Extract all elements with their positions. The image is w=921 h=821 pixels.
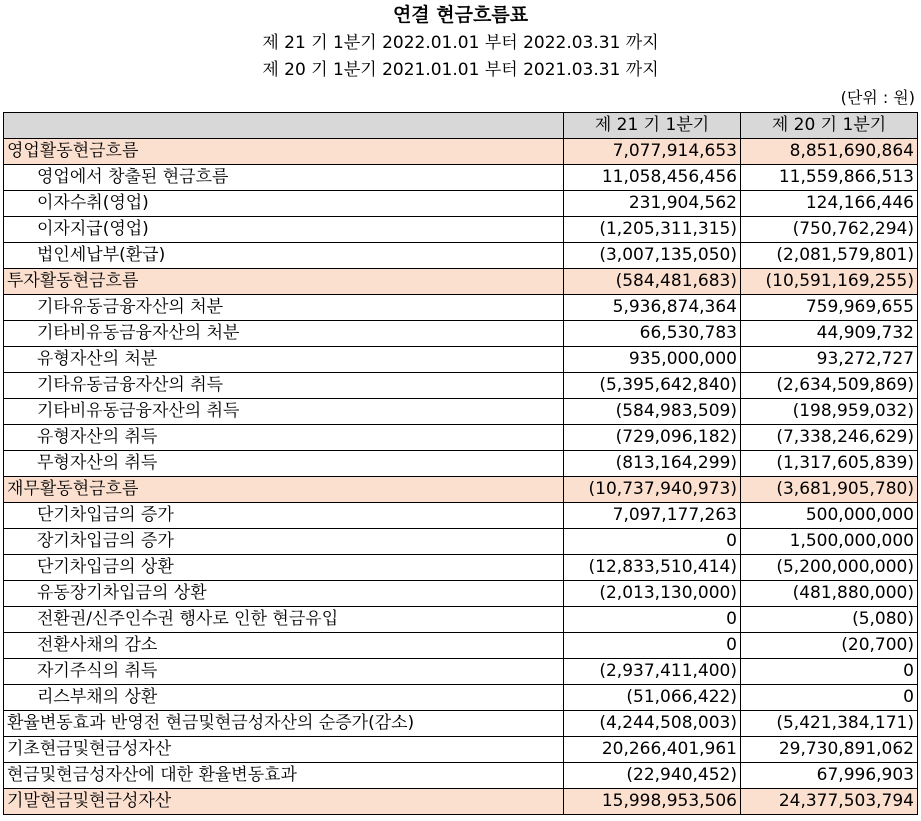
table-row [4, 295, 918, 321]
value-current: (12,833,510,414) [564, 555, 741, 581]
value-prior: 500,000,000 [741, 503, 918, 529]
row-label: 유형자산의 취득 [4, 425, 564, 451]
row-label: 자기주식의 취득 [4, 659, 564, 685]
period-prior: 제 20 기 1분기 2021.01.01 부터 2021.03.31 까지 [262, 60, 659, 80]
value-current: (584,481,683) [564, 269, 741, 295]
column-header-current: 제 21 기 1분기 [564, 113, 741, 139]
value-current: (584,983,509) [564, 399, 741, 425]
table-row [4, 633, 918, 659]
section-row [4, 477, 918, 503]
value-prior: 8,851,690,864 [741, 139, 918, 165]
row-label: 현금및현금성자산에 대한 환율변동효과 [4, 763, 564, 789]
table-row [4, 451, 918, 477]
statement-title: 연결 현금흐름표 [392, 4, 529, 26]
value-current: (2,937,411,400) [564, 659, 741, 685]
row-label: 투자활동현금흐름 [4, 269, 564, 295]
table-row [4, 347, 918, 373]
table-row [4, 659, 918, 685]
period-current: 제 21 기 1분기 2022.01.01 부터 2022.03.31 까지 [262, 33, 659, 53]
row-label: 영업활동현금흐름 [4, 139, 564, 165]
value-prior: (1,317,605,839) [741, 451, 918, 477]
table-row [4, 763, 918, 789]
value-prior: (2,634,509,869) [741, 373, 918, 399]
row-label: 무형자산의 취득 [4, 451, 564, 477]
value-current: 935,000,000 [564, 347, 741, 373]
value-current: 20,266,401,961 [564, 737, 741, 763]
value-current: 11,058,456,456 [564, 165, 741, 191]
value-current: (729,096,182) [564, 425, 741, 451]
table-row [4, 685, 918, 711]
row-label: 기초현금및현금성자산 [4, 737, 564, 763]
value-prior: (5,200,000,000) [741, 555, 918, 581]
table-row [4, 425, 918, 451]
row-label: 유형자산의 처분 [4, 347, 564, 373]
table-row [4, 607, 918, 633]
value-prior: 93,272,727 [741, 347, 918, 373]
row-label: 리스부채의 상환 [4, 685, 564, 711]
value-prior: (3,681,905,780) [741, 477, 918, 503]
row-label: 기말현금및현금성자산 [4, 789, 564, 815]
row-label: 환율변동효과 반영전 현금및현금성자산의 순증가(감소) [4, 711, 564, 737]
table-row [4, 555, 918, 581]
value-prior: (10,591,169,255) [741, 269, 918, 295]
column-header-item [4, 113, 564, 139]
value-current: 7,097,177,263 [564, 503, 741, 529]
value-current: (22,940,452) [564, 763, 741, 789]
row-label: 기타비유동금융자산의 취득 [4, 399, 564, 425]
row-label: 단기차입금의 증가 [4, 503, 564, 529]
value-prior: 44,909,732 [741, 321, 918, 347]
value-prior: 759,969,655 [741, 295, 918, 321]
value-current: (813,164,299) [564, 451, 741, 477]
value-current: (1,205,311,315) [564, 217, 741, 243]
value-current: 15,998,953,506 [564, 789, 741, 815]
value-current: 0 [564, 529, 741, 555]
value-current: 66,530,783 [564, 321, 741, 347]
table-row [4, 243, 918, 269]
value-prior: 24,377,503,794 [741, 789, 918, 815]
value-prior: (481,880,000) [741, 581, 918, 607]
value-prior: (20,700) [741, 633, 918, 659]
row-label: 유동장기차입금의 상환 [4, 581, 564, 607]
table-row [4, 217, 918, 243]
value-prior: 11,559,866,513 [741, 165, 918, 191]
row-label: 기타유동금융자산의 처분 [4, 295, 564, 321]
value-prior: (7,338,246,629) [741, 425, 918, 451]
table-row [4, 503, 918, 529]
value-current: 7,077,914,653 [564, 139, 741, 165]
table-row [4, 399, 918, 425]
table-row [4, 737, 918, 763]
table-header-row [4, 113, 918, 139]
section-row [4, 789, 918, 815]
table-row [4, 165, 918, 191]
value-current: (4,244,508,003) [564, 711, 741, 737]
value-prior: 0 [741, 685, 918, 711]
row-label: 장기차입금의 증가 [4, 529, 564, 555]
value-current: 0 [564, 633, 741, 659]
table-row [4, 373, 918, 399]
value-prior: 1,500,000,000 [741, 529, 918, 555]
value-current: (10,737,940,973) [564, 477, 741, 503]
section-row [4, 139, 918, 165]
value-prior: (750,762,294) [741, 217, 918, 243]
row-label: 영업에서 창출된 현금흐름 [4, 165, 564, 191]
value-prior: 67,996,903 [741, 763, 918, 789]
row-label: 이자지급(영업) [4, 217, 564, 243]
row-label: 이자수취(영업) [4, 191, 564, 217]
value-current: 5,936,874,364 [564, 295, 741, 321]
row-label: 전환권/신주인수권 행사로 인한 현금유입 [4, 607, 564, 633]
row-label: 법인세납부(환급) [4, 243, 564, 269]
value-prior: (5,080) [741, 607, 918, 633]
row-label: 전환사채의 감소 [4, 633, 564, 659]
value-prior: (198,959,032) [741, 399, 918, 425]
value-current: (5,395,642,840) [564, 373, 741, 399]
column-header-prior: 제 20 기 1분기 [741, 113, 918, 139]
value-prior: 124,166,446 [741, 191, 918, 217]
value-current: (2,013,130,000) [564, 581, 741, 607]
value-prior: (5,421,384,171) [741, 711, 918, 737]
value-current: 231,904,562 [564, 191, 741, 217]
table-row [4, 711, 918, 737]
value-current: 0 [564, 607, 741, 633]
row-label: 단기차입금의 상환 [4, 555, 564, 581]
value-prior: 29,730,891,062 [741, 737, 918, 763]
value-prior: 0 [741, 659, 918, 685]
table-row [4, 581, 918, 607]
value-current: (51,066,422) [564, 685, 741, 711]
table-row [4, 321, 918, 347]
value-prior: (2,081,579,801) [741, 243, 918, 269]
row-label: 기타유동금융자산의 취득 [4, 373, 564, 399]
row-label: 재무활동현금흐름 [4, 477, 564, 503]
cash-flow-table [3, 112, 918, 815]
section-row [4, 269, 918, 295]
row-label: 기타비유동금융자산의 처분 [4, 321, 564, 347]
value-current: (3,007,135,050) [564, 243, 741, 269]
table-row [4, 529, 918, 555]
unit-label: (단위 : 원) [840, 88, 915, 107]
table-row [4, 191, 918, 217]
